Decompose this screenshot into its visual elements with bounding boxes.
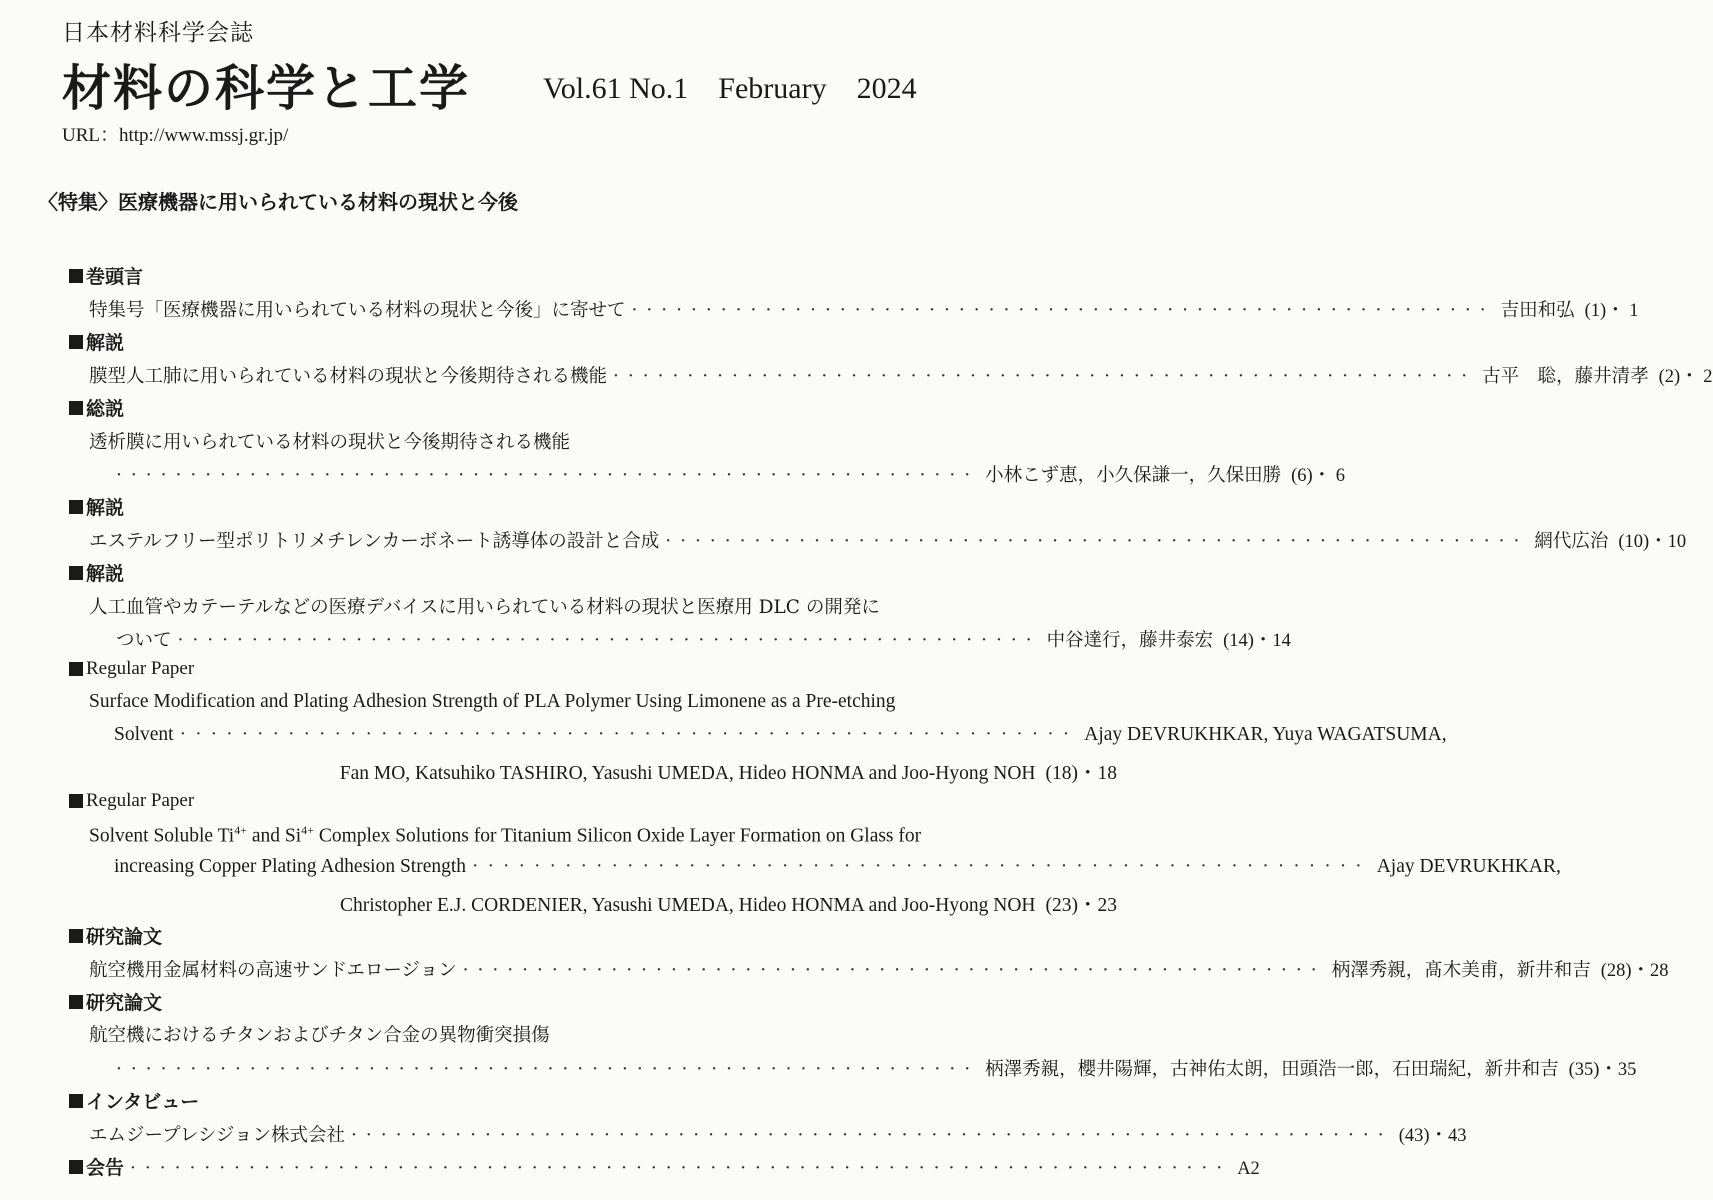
entry-authors: 古平 聡，藤井清孝 (1482, 366, 1649, 387)
toc-category: Regular Paper (69, 658, 194, 680)
entry-title: 透析膜に用いられている材料の現状と今後期待される機能 (89, 432, 571, 453)
square-bullet-icon (69, 794, 83, 808)
toc-entry-title-line[interactable] (89, 428, 570, 454)
toc-entry[interactable] (89, 1121, 1467, 1147)
entry-title: 航空機用金属材料の高速サンドエロージョン (89, 960, 457, 981)
toc-entry[interactable] (89, 956, 1669, 982)
journal-title: 材料の科学と工学 (62, 60, 471, 117)
entry-page: (28)・28 (1600, 961, 1669, 981)
entry-page: (14)・14 (1223, 631, 1291, 651)
toc-entry-title-line[interactable] (89, 1021, 550, 1047)
entry-title: 航空機におけるチタンおよびチタン合金の異物衝突損傷 (89, 1025, 550, 1046)
toc-entry-title-line[interactable] (114, 724, 1447, 746)
entry-title: Surface Modification and Plating Adhesion Strength of PLA Polymer Using Limonene as a Pre-etching (89, 691, 896, 712)
entry-page: (1)・ 1 (1584, 301, 1639, 321)
toc-category: 巻頭言 (69, 262, 143, 289)
toc-category: インタビュー (69, 1087, 199, 1114)
toc-category: 研究論文 (69, 988, 162, 1015)
entry-authors: 吉田和弘 (1500, 300, 1575, 321)
toc-entry[interactable] (116, 1055, 1637, 1081)
entry-authors: 柄澤秀親，髙木美甫，新井和吉 (1331, 960, 1591, 981)
square-bullet-icon (69, 566, 83, 580)
special-feature-title: 〈特集〉医療機器に用いられている材料の現状と今後 (38, 190, 518, 214)
entry-title-cont: Solvent (114, 724, 174, 745)
dot-leader: ·························································· (116, 465, 980, 486)
journal-url[interactable]: URL：http://www.mssj.gr.jp/ (62, 125, 289, 146)
entry-authors: 中谷達行，藤井泰宏 (1046, 630, 1214, 651)
toc-entry[interactable] (340, 757, 1117, 785)
toc-entry[interactable] (89, 296, 1639, 322)
entry-authors: Ajay DEVRUKHKAR, Yuya WAGATSUMA, (1084, 724, 1447, 745)
entry-page: (6)・ 6 (1291, 466, 1346, 486)
entry-page: A2 (1237, 1158, 1260, 1179)
issue-info: Vol.61 No.1 February 2024 (543, 72, 917, 105)
square-bullet-icon (69, 929, 83, 943)
entry-authors: 小林こず恵，小久保謙一，久保田勝 (985, 465, 1282, 486)
toc-entry[interactable] (89, 527, 1687, 553)
square-bullet-icon (69, 500, 83, 514)
toc-category: 解説 (69, 493, 124, 520)
entry-title: エステルフリー型ポリトリメチレンカーボネート誘導体の設計と合成 (89, 531, 660, 552)
entry-title: 人工血管やカテーテルなどの医療デバイスに用いられている材料の現状と医療用 DLC の開発に (89, 597, 880, 618)
entry-page: (43)・43 (1398, 1126, 1467, 1146)
toc-entry-title-line[interactable] (114, 856, 1561, 878)
toc-entry-title-line[interactable] (89, 691, 895, 713)
dot-leader: ·························································· (472, 856, 1371, 877)
dot-leader: ·························································· (177, 630, 1041, 651)
entry-title: 特集号「医療機器に用いられている材料の現状と今後」に寄せて (89, 300, 626, 321)
square-bullet-icon (69, 995, 83, 1009)
toc-category: 解説 (69, 559, 124, 586)
square-bullet-icon (69, 335, 83, 349)
square-bullet-icon (69, 1094, 83, 1108)
square-bullet-icon (69, 401, 83, 415)
entry-title-cont: ついて (116, 630, 172, 651)
entry-authors: 柄澤秀親，櫻井陽輝，古神佑太朗，田頭浩一郎，石田瑞紀，新井和吉 (985, 1059, 1559, 1080)
toc-entry-title-line[interactable] (89, 823, 921, 848)
entry-page: (10)・10 (1618, 532, 1687, 552)
dot-leader: ······································································ (351, 1125, 1393, 1146)
dot-leader: ·························································· (179, 724, 1079, 745)
entry-authors: Ajay DEVRUKHKAR, (1376, 856, 1561, 877)
entry-title: エムジープレシジョン株式会社 (89, 1125, 346, 1146)
entry-authors-cont: Christopher E.J. CORDENIER, Yasushi UMEDA, Hideo HONMA and Joo-Hyong NOH (340, 895, 1036, 916)
toc-entry[interactable] (116, 626, 1291, 652)
entry-title-cont: increasing Copper Plating Adhesion Strength (114, 856, 467, 877)
toc-entry[interactable] (340, 889, 1117, 917)
entry-title: 膜型人工肺に用いられている材料の現状と今後期待される機能 (89, 366, 608, 387)
entry-page: (18)・18 (1045, 763, 1117, 784)
entry-title: Solvent Soluble $Ti^{4+}$ and $Si^{4+}$ Complex Solutions for Titanium Silicon Oxide Layer Formation on Glass for (89, 823, 922, 847)
toc-entry[interactable] (116, 461, 1346, 487)
entry-page: (23)・23 (1045, 895, 1117, 916)
dot-leader: ·························································· (613, 366, 1477, 387)
toc-category: Regular Paper (69, 790, 194, 812)
dot-leader: ·························································· (665, 531, 1529, 552)
toc-entry[interactable] (89, 362, 1713, 388)
toc-entry-title-line[interactable] (89, 593, 880, 619)
entry-page: (35)・35 (1568, 1060, 1637, 1080)
dot-leader: ·························································· (631, 300, 1495, 321)
toc-category: 会告 (69, 1153, 124, 1180)
toc-entry[interactable] (69, 1153, 1260, 1180)
entry-authors-cont: Fan MO, Katsuhiko TASHIRO, Yasushi UMEDA, Hideo HONMA and Joo-Hyong NOH (339, 763, 1036, 784)
toc-category: 総説 (69, 394, 124, 421)
dot-leader: ·························································· (116, 1059, 980, 1080)
dot-leader: ·························································· (462, 960, 1326, 981)
society-name: 日本材料科学会誌 (62, 20, 254, 46)
dot-leader: ·········································································· (130, 1157, 1232, 1179)
toc-category: 研究論文 (69, 922, 162, 949)
toc-category: 解説 (69, 328, 124, 355)
square-bullet-icon (69, 269, 83, 283)
square-bullet-icon (69, 1160, 83, 1174)
entry-page: (2)・ 2 (1658, 367, 1713, 387)
entry-authors: 網代広治 (1534, 531, 1609, 552)
square-bullet-icon (69, 662, 83, 676)
